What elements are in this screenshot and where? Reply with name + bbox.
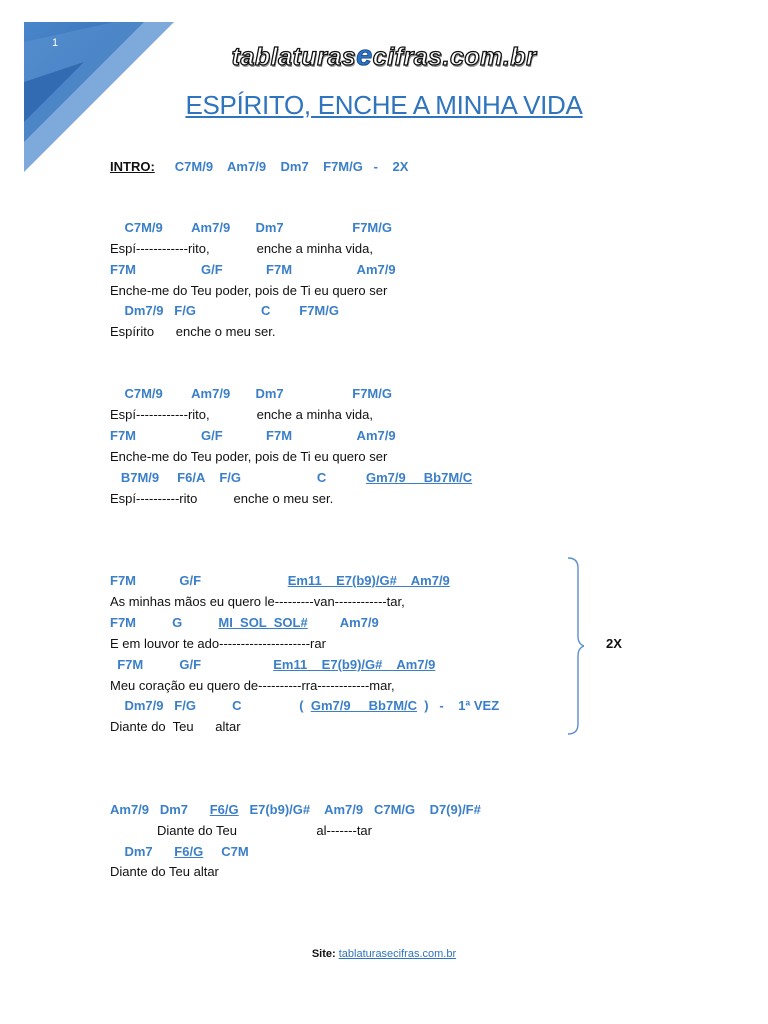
chord-line: F7M G/F F7M Am7/9 bbox=[110, 262, 396, 277]
chord-seg: F7M G/F bbox=[110, 657, 274, 672]
lyric-line: Espí----------rito enche o meu ser. bbox=[110, 491, 334, 506]
chord-line bbox=[110, 698, 499, 714]
chord-seg-underlined: Gm7/9 Bb7M/C bbox=[310, 698, 418, 713]
chord-seg-underlined: Em11 E7(b9)/G# Am7/9 bbox=[273, 657, 436, 672]
lyric-line: Enche-me do Teu poder, pois de Ti eu quero ser bbox=[110, 283, 388, 298]
chord-line: Dm7/9 F/G C F7M/G bbox=[110, 303, 339, 318]
song-title: ESPÍRITO, ENCHE A MINHA VIDA bbox=[185, 90, 583, 120]
lyric-line: Diante do Teu altar bbox=[110, 864, 219, 879]
chord-seg: ) - 1ª VEZ bbox=[417, 698, 500, 713]
chord-seg: Am7/9 bbox=[307, 615, 379, 630]
chord-line: C7M/9 Am7/9 Dm7 F7M/G bbox=[110, 220, 392, 235]
lyric-line: Enche-me do Teu poder, pois de Ti eu quero ser bbox=[110, 449, 388, 464]
chord-seg: E7(b9)/G# Am7/9 C7M/G D7(9)/F# bbox=[238, 802, 481, 817]
lyric-line: Diante do Teu altar bbox=[110, 719, 241, 734]
page-number: 1 bbox=[52, 37, 59, 49]
lyric-line: Espí------------rito, enche a minha vida, bbox=[110, 241, 373, 256]
chord-seg: Dm7/9 F/G C ( bbox=[110, 698, 311, 713]
chord-seg: B7M/9 F6/A F/G C bbox=[110, 470, 366, 485]
intro-label: INTRO: bbox=[110, 159, 155, 174]
chord-seg-underlined: MI SOL SOL# bbox=[218, 615, 308, 630]
chord-seg-underlined: Gm7/9 Bb7M/C bbox=[365, 470, 473, 485]
chord-line: C7M/9 Am7/9 Dm7 F7M/G bbox=[110, 386, 392, 401]
chord-line bbox=[110, 470, 472, 486]
lyric-line: Espí------------rito, enche a minha vida, bbox=[110, 407, 373, 422]
lyric-line: E em louvor te ado---------------------rar bbox=[110, 636, 326, 651]
footer-label: Site: bbox=[311, 948, 339, 960]
logo-text-2: e bbox=[356, 40, 373, 72]
chord-seg: F7M G bbox=[110, 615, 219, 630]
chord-line bbox=[110, 573, 450, 589]
lyric-line: Diante do Teu al-------tar bbox=[110, 823, 372, 838]
chord-seg-underlined: Em11 E7(b9)/G# Am7/9 bbox=[287, 573, 450, 588]
chord-seg: F7M G/F bbox=[110, 573, 288, 588]
chord-seg: Am7/9 Dm7 bbox=[110, 802, 210, 817]
chord-line: F7M G/F F7M Am7/9 bbox=[110, 428, 396, 443]
chord-line bbox=[110, 615, 379, 631]
lyric-line: Meu coração eu quero de----------rra------------mar, bbox=[110, 678, 395, 693]
chord-line bbox=[110, 657, 435, 673]
chord-seg: C7M bbox=[203, 844, 249, 859]
logo-text-3: cifras.com.br bbox=[372, 43, 537, 71]
repeat-bracket bbox=[560, 556, 584, 736]
repeat-label: 2X bbox=[606, 636, 622, 651]
intro-chords: C7M/9 Am7/9 Dm7 F7M/G - 2X bbox=[174, 159, 409, 174]
lyric-line: As minhas mãos eu quero le---------van------------tar, bbox=[110, 594, 405, 609]
chord-line bbox=[110, 802, 481, 818]
chord-seg-underlined: F6/G bbox=[209, 802, 239, 817]
chord-seg: Dm7 bbox=[110, 844, 175, 859]
intro-line bbox=[110, 159, 408, 175]
footer-site-link[interactable]: tablaturasecifras.com.br bbox=[338, 948, 457, 960]
lyric-line: Espírito enche o meu ser. bbox=[110, 324, 276, 339]
logo-text-1: tablaturas bbox=[231, 43, 357, 71]
chord-seg-underlined: F6/G bbox=[174, 844, 204, 859]
footer bbox=[0, 948, 768, 960]
site-logo bbox=[0, 40, 768, 73]
chord-line bbox=[110, 844, 249, 860]
